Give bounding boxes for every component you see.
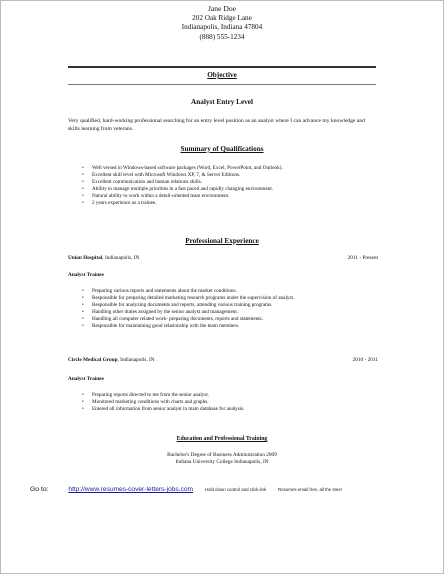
bullet-icon: •	[82, 187, 84, 193]
header-divider	[68, 66, 376, 68]
list-item: • Responsible for preparing detailed marketing research programs under the supervision of analyst.	[82, 295, 295, 302]
list-item: • Well versed in Windows-based software packages (Word, Excel, PowerPoint, and Outlook).	[82, 165, 283, 171]
qualifications-list	[80, 165, 283, 208]
bullet-icon: •	[82, 303, 84, 309]
bullet-icon: •	[82, 201, 84, 207]
experience-heading: Professional Experience	[185, 237, 259, 245]
qualifications-heading: Summary of Qualifications	[180, 145, 264, 153]
bullet-icon: •	[82, 194, 84, 200]
employer-location: , Indianapolis, IN	[117, 357, 155, 363]
list-item: • Entered all information from senior analyst in main database for analysis.	[82, 406, 245, 413]
bullet-icon: •	[82, 173, 84, 179]
list-item: • Preparing reports directed to me from the senior analyst.	[82, 392, 210, 398]
education-block	[0, 452, 444, 466]
list-item: • Preparing various reports and statements about the market conditions.	[82, 288, 237, 294]
address-line: 202 Oak Ridge Lane	[192, 13, 252, 22]
bullet-icon: •	[82, 180, 84, 186]
job-dates: 2011 - Present	[347, 255, 378, 261]
applicant-name: Jane Doe	[207, 4, 237, 13]
job-dates: 2010 - 2011	[352, 357, 378, 363]
objective-heading: Objective	[207, 71, 237, 79]
list-item: • Monitored marketing conditions with charts and graphs.	[82, 399, 209, 406]
school-line: Indiana University College Indianapolis, IN	[175, 459, 269, 465]
employer-name: Union Hospital	[68, 255, 103, 261]
employer-location: , Indianapolis, IN	[102, 255, 140, 261]
footer-bar	[30, 486, 342, 493]
degree-line: Bachelor's Degree of Business Administration 2009	[167, 452, 277, 458]
bullet-icon: •	[82, 324, 84, 330]
bullet-icon: •	[82, 310, 84, 316]
bullet-icon: •	[82, 289, 84, 294]
list-item: • Handling all computer related work- preparing documents, reports and statements.	[82, 316, 263, 323]
job-header-2	[68, 357, 378, 363]
objective-title: Analyst Entry Level	[191, 98, 253, 106]
job-header-1	[68, 255, 378, 261]
website-link[interactable]: http://www.resumes-cover-letters-jobs.com	[68, 486, 193, 493]
bullet-icon: •	[82, 407, 84, 413]
bullet-icon: •	[82, 400, 84, 406]
goto-label: Go to:	[30, 486, 49, 493]
job-duties-2	[80, 392, 245, 413]
contact-header	[0, 4, 444, 42]
list-item: • Natural ability to work within a detail-oriented team environment.	[82, 193, 230, 200]
phone-line: (888) 555-1234	[199, 32, 245, 41]
city-line: Indianapolis, Indiana 47804	[181, 23, 263, 31]
list-item: • 2 years experience as a trainee.	[82, 200, 157, 207]
list-item: • Responsible for analyzing documents and reports, attending various training programs.	[82, 302, 273, 309]
job-role-2: Analyst Trainee	[68, 376, 104, 382]
objective-text: Very qualified, hard-working professional searching for an entry level position as an analyst where I can advance my knowledge and skills learning from veterans.	[68, 118, 365, 132]
list-item: • Excellent skill level with Microsoft Windows XP, 7, & Server Editions.	[82, 172, 241, 179]
list-item: • Ability to manage multiple priorities in a fast paced and rapidly changing environment.	[82, 186, 274, 193]
education-heading: Education and Professional Training	[176, 436, 268, 442]
bullet-icon: •	[82, 166, 84, 171]
job-duties-1	[80, 288, 294, 331]
objective-divider	[68, 84, 376, 85]
bullet-icon: •	[82, 393, 84, 398]
list-item: • Excellent communication and human relations skills.	[82, 179, 203, 186]
bullet-icon: •	[82, 296, 84, 302]
job-role-1: Analyst Trainee	[68, 272, 104, 278]
list-item: • Responsible for maintaining good relationship with the team members.	[82, 323, 240, 330]
free-resumes-note: Resumes email free, all the time!	[278, 487, 342, 492]
bullet-icon: •	[82, 317, 84, 323]
list-item: • Handling other duties assigned by the senior analyst and management.	[82, 309, 239, 316]
control-click-note: Hold down control and click link	[204, 487, 267, 492]
employer-name: Circle Medical Group	[68, 357, 118, 363]
